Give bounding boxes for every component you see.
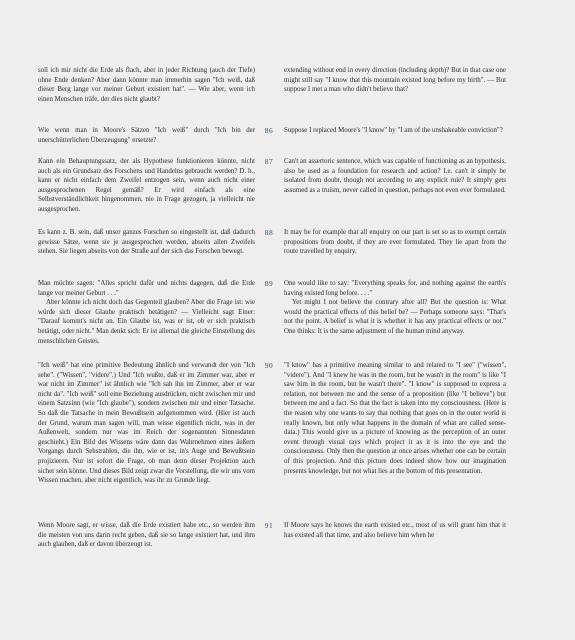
german-text <box>38 521 255 550</box>
english-text-line: If Moore says he knows the earth existed etc., most of us will grant him that it has existed all that time, and also believe him when he <box>284 522 506 539</box>
german-text-line: Es kann z. B. sein, daß unser ganzes Forschen so eingestellt ist, daß dadurch gewisse Sätze, wenn sie je ausgesprochen werden, abseits allen Zweifels stehen. Sie liegen abseits von der Straße auf der sich das Forschen bewegt. <box>38 229 255 256</box>
german-text-line: Kann ein Behauptungssatz, der als Hypothese funktionieren könnte, nicht auch als ein Grundsatz des Forschens und Handelns gebraucht werden? D. h., kann er nicht einfach dem Zweifel entzogen sein, wenn auch nicht einer ausgesprochenen Regel gemäß? Er wird einfach als eine Selbstverständlichkeit hingenommen, nie in Frage gezogen, ja vielleicht nie ausgesprochen. <box>38 158 255 213</box>
german-text <box>38 126 255 145</box>
section-number: 86 <box>264 126 274 135</box>
german-text <box>38 279 255 346</box>
english-text-line: Suppose I replaced Moore's "I know" by "I am of the unshakeable conviction"? <box>284 127 503 134</box>
english-text-line: It may be for example that all enquiry on our part is set so as to exempt certain propositions from doubt, if they are ever formulated. They lie apart from the route travelled by enquiry. <box>284 229 506 256</box>
section-number: 91 <box>264 521 274 530</box>
english-text-line: extending without end in every direction (including depth)? But in that case one might still say "I know that this mountain existed long before my birth". — But suppose I met a man who didn't believe that? <box>284 67 506 94</box>
section-number: 89 <box>264 279 274 288</box>
english-text <box>284 228 506 257</box>
english-text <box>284 157 506 195</box>
english-text <box>284 126 506 136</box>
english-text <box>284 361 506 476</box>
german-text-line: Wie wenn man in Moore's Sätzen "Ich weiß" durch "Ich bin der unerschütterlichen Überzeugung" ersetzte? <box>38 127 255 144</box>
english-text-line: Can't an assertoric sentence, which was capable of functioning as an hypothesis, also be used as a foundation for research and action? I.e. can't it simply be isolated from doubt, though not according to any explicit rule? It simply gets assumed as a truism, never called in question, perhaps not even ever formulated. <box>284 158 506 194</box>
german-text <box>38 157 255 215</box>
section-number: 88 <box>264 228 274 237</box>
german-text-line: soll ich mir nicht die Erde als flach, aber in jeder Richtung (auch der Tiefe) ohne Ende denken? Aber dann könnte man immerhin sagen "Ich weiß, daß dieser Berg lange vor meiner Geburt existiert hat". — Wie aber, wenn ich einen Menschen träfe, der dies nicht glaubt? <box>38 67 255 103</box>
german-text <box>38 66 255 104</box>
german-text-line: Wenn Moore sagt, er wisse, daß die Erde existiert habe etc., so werden ihm die meisten von uns darin recht geben, daß sie so lange existiert hat, und ihm auch glauben, daß er davon überzeugt ist. <box>38 522 255 549</box>
english-text-line: "I know" has a primitive meaning similar to and related to "I see" ("wissen", "videre"). And "I knew he was in the room, but he wasn't in the room" is like "I saw him in the room, but he wasn't there". "I know" is supposed to express a relation, not between me and the sense of a proposition (like "I believe") but between me and a fact. So that the fact is taken into my consciousness. (Here is the reason why one wants to say that nothing that goes on in the outer world is really known, but only what happens in the domain of what are called sense-data.) This would give us a picture of knowing as the perception of an outer event through visual rays which project it as it is into the eye and the consciousness. Only then the question at once arises whether one can be certain of this projection. And this picture does indeed show how our imagination presents knowledge, but not what lies at the bottom of this presentation. <box>284 362 506 475</box>
english-text <box>284 279 506 337</box>
english-text <box>284 66 506 95</box>
english-text-line: Yet might I not believe the contrary after all? But the question is: What would the practical effects of this belief be? — Perhaps someone says: "That's not the point. A belief is what it is whether it has any practical effects or not." One thinks: It is the same adjustment of the human mind anyway. <box>284 299 506 335</box>
german-text <box>38 228 255 257</box>
german-text-line: Aber könnte ich nicht doch das Gegenteil glauben? Aber die Frage ist: wie würde sich dieser Glaube praktisch betätigen? — Vielleicht sagt Einer: "Darauf kommt's nicht an. Ein Glaube ist, was er ist, ob er sich praktisch betätigt, oder nicht." Man denkt sich: Er ist allemal die gleiche Einstellung des menschlichen Geistes. <box>38 299 255 345</box>
english-text-line: One would like to say: "Everything speaks for, and nothing against the earth's having existed long before. . . ." <box>284 280 506 297</box>
section-number: 90 <box>264 361 274 370</box>
german-text-line: Man möchte sagen: "Alles spricht dafür und nichts dagegen, daß die Erde lange vor meiner Geburt . . ." <box>38 280 255 297</box>
english-text <box>284 521 506 540</box>
german-text <box>38 361 255 486</box>
german-text-line: "Ich weiß" hat eine primitive Bedeutung ähnlich und verwandt der von "Ich sehe". ("Wissen", "videre".) Und "Ich wußte, daß er im Zimmer war, aber er war nicht im Zimmer" ist ähnlich wie "Ich sah ihn im Zimmer, aber er war nicht da". "Ich weiß" soll eine Beziehung ausdrücken, nicht zwischen mir und einem Satzsinn (wie "Ich glaube"), sondern zwischen mir und einer Tatsache. So daß die Tatsache in mein Bewußtsein aufgenommen wird. (Hier ist auch der Grund, warum man sagen will, man wisse eigentlich nicht, was in der Außenwelt, sondern nur was im Reich der sogenannten Sinnesdaten geschieht.) Ein Bild des Wissens wäre dann das Wahrnehmen eines äußern Vorgangs durch Sehstrahlen, die ihn, wie er ist, in's Auge und Bewußtsein projizieren. Nur ist sofort die Frage, ob man denn dieser Projektion auch sicher sein könne. Und dieses Bild zeigt zwar die Vorstellung, die wir uns vom Wissen machen, aber nicht eigentlich, was ihr zu Grunde liegt. <box>38 362 255 485</box>
section-number: 87 <box>264 157 274 166</box>
